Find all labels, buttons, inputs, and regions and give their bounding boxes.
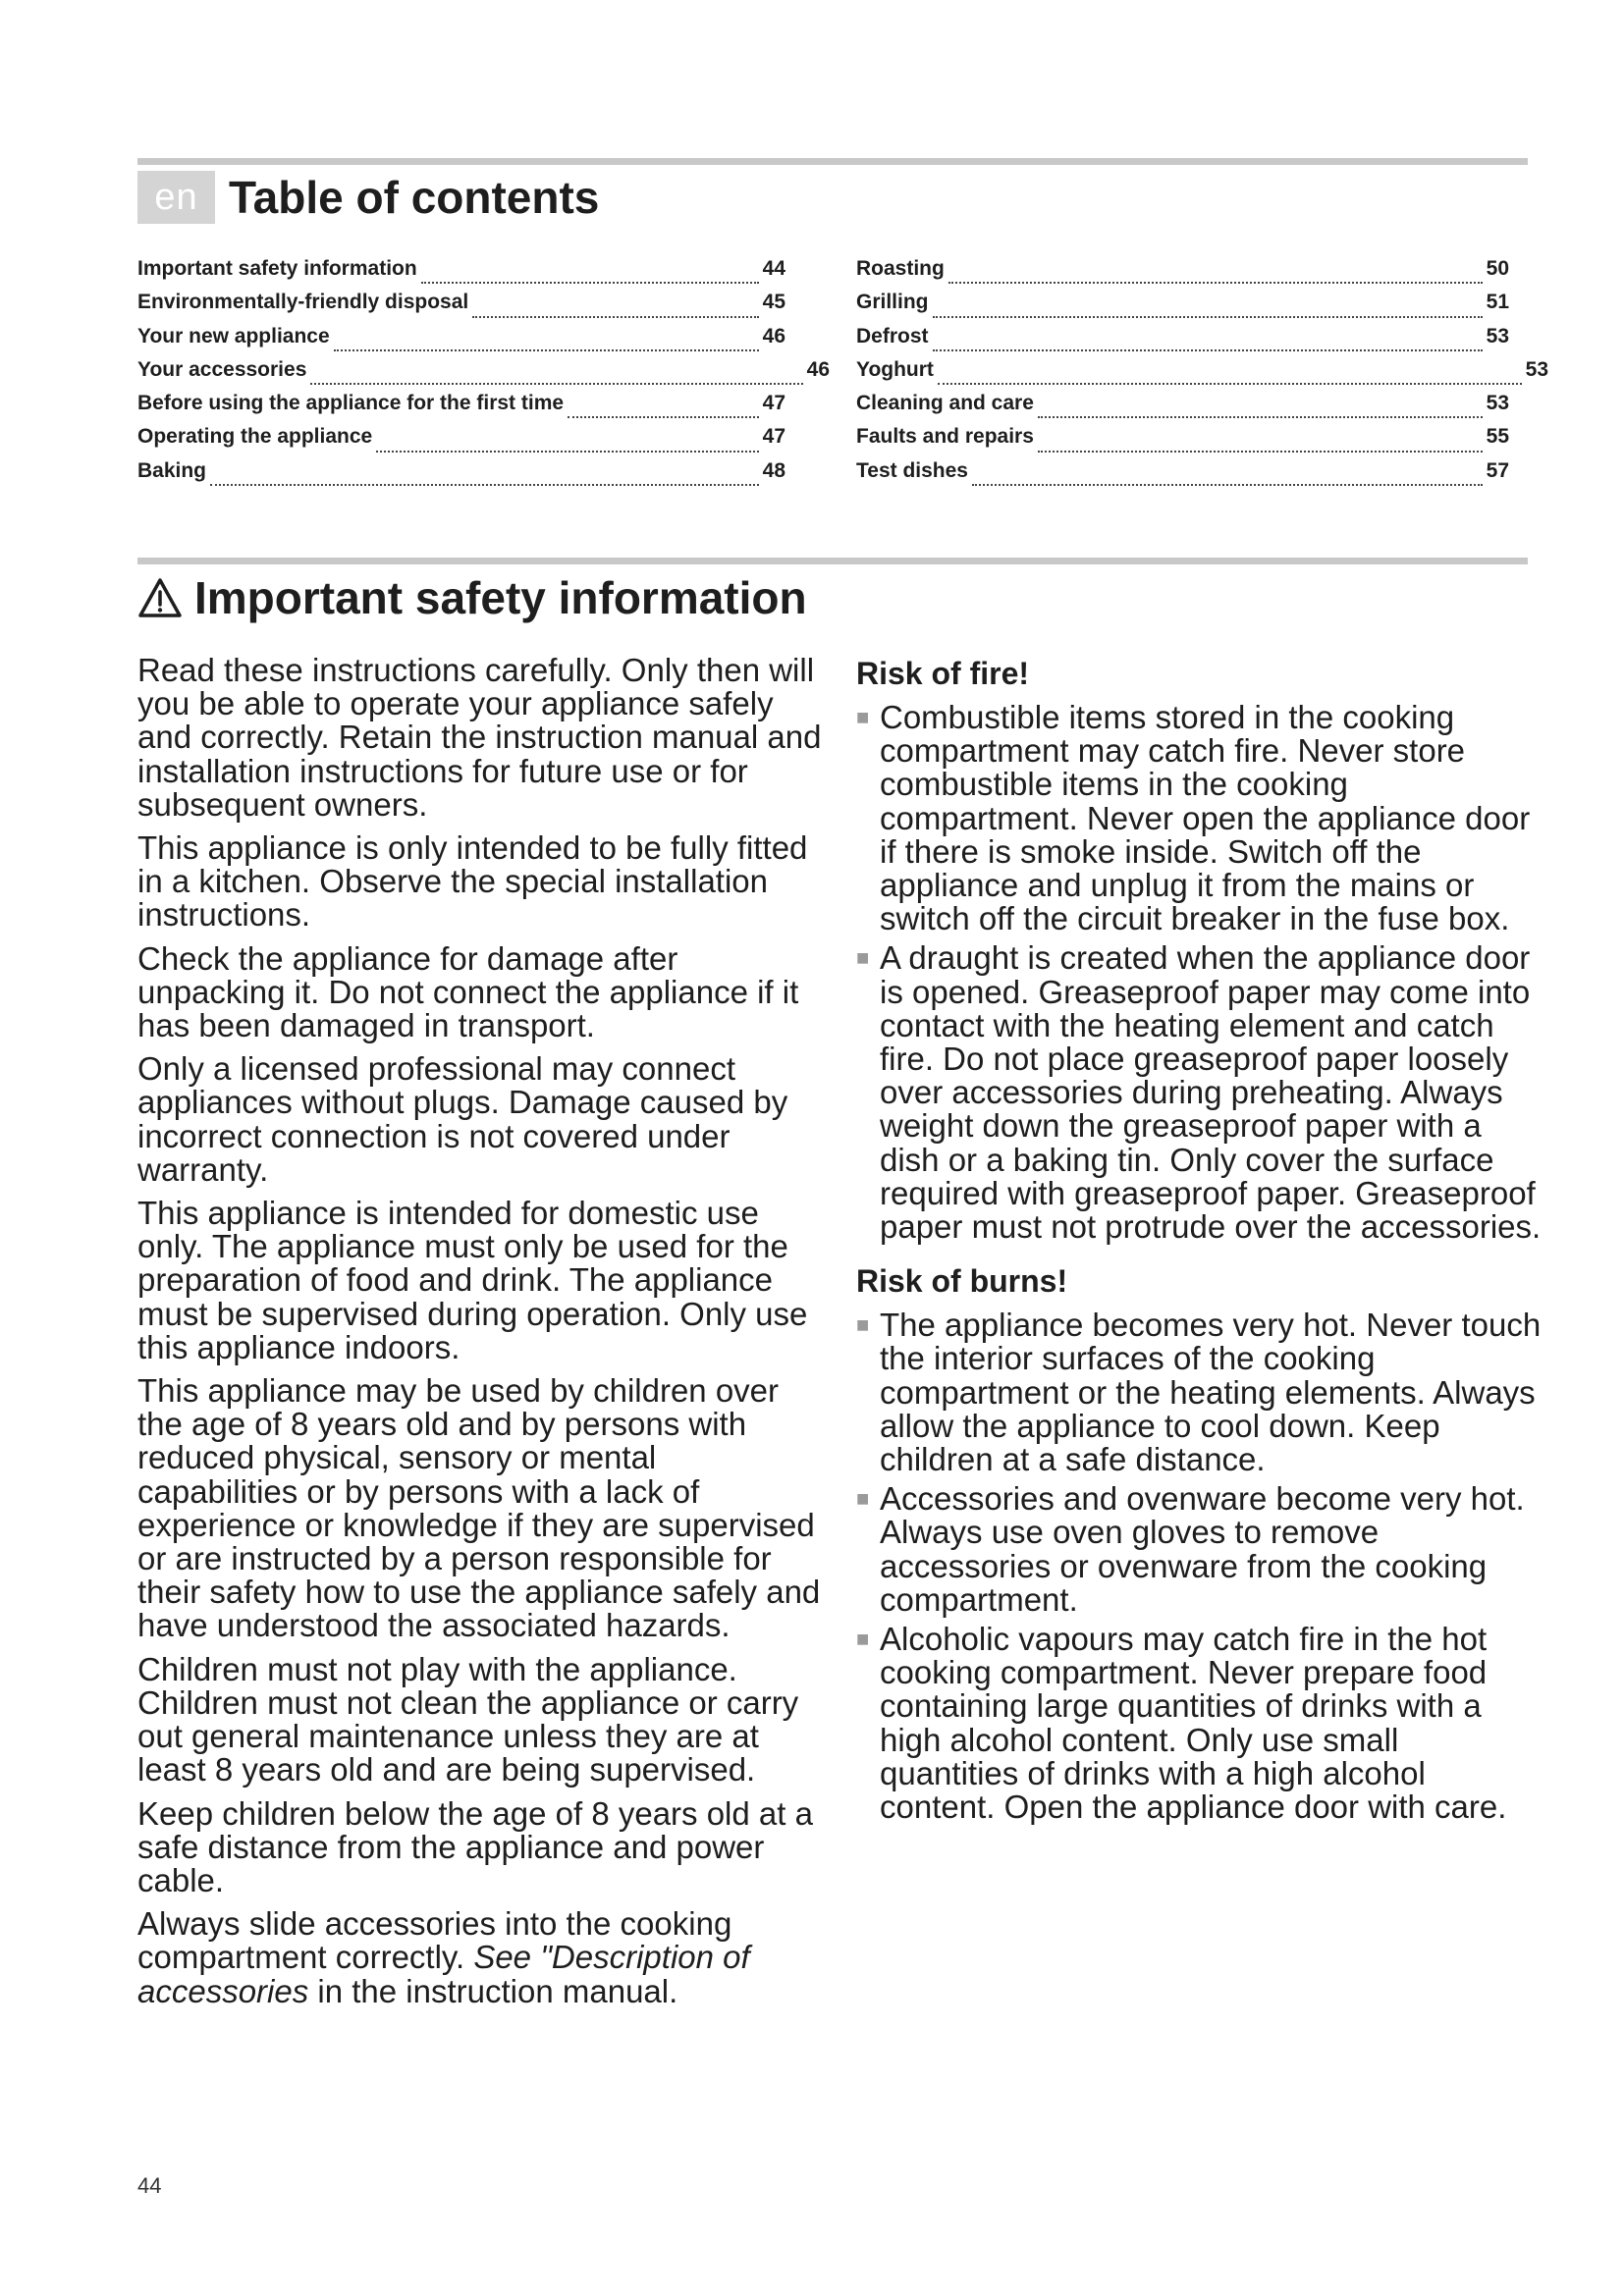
toc-entry[interactable] <box>856 392 1509 425</box>
toc-entry[interactable] <box>137 392 785 425</box>
list-item-text: The appliance becomes very hot. Never touch the interior surfaces of the cooking compartment or the heating elements. Always allow the appliance to cool down. Keep children at a safe distance. <box>880 1307 1542 1478</box>
toc-leader-dots <box>933 316 1483 318</box>
warning-triangle-icon <box>137 577 183 618</box>
list-item-text: A draught is created when the appliance door is opened. Greaseproof paper may come into contact with the heating element and catch fire. Do not place greaseproof paper loosely over accessories during preheating. Always weight down the greaseproof paper with a dish or a baking tin. Only cover the surface required with greaseproof paper. Greaseproof paper must not protrude over the accessories. <box>880 939 1542 1246</box>
list-item <box>856 1623 1543 1824</box>
toc-right-column <box>856 257 1548 493</box>
toc-entry-label: Faults and repairs <box>856 425 1034 449</box>
toc-leader-dots <box>948 282 1483 284</box>
safety-left-column <box>137 654 825 2018</box>
toc-leader-dots <box>1038 451 1483 453</box>
toc-left-column <box>137 257 830 493</box>
toc-entry-label: Your new appliance <box>137 324 330 347</box>
toc-entry-page: 53 <box>1525 357 1548 381</box>
toc-entry[interactable] <box>137 425 785 458</box>
toc-entry-page: 53 <box>1486 324 1509 347</box>
toc-leader-dots <box>1038 416 1483 418</box>
safety-paragraph: Children must not play with the appliance. Children must not clean the appliance or carry out general maintenance unless they are at least 8 years old and are being supervised. <box>137 1650 799 1789</box>
toc-entry[interactable] <box>856 291 1509 324</box>
list-item <box>856 1308 1543 1476</box>
toc-entry-label: Test dishes <box>856 458 968 482</box>
toc-entry-page: 45 <box>762 291 785 314</box>
safety-header <box>137 567 807 628</box>
toc-entry-page: 55 <box>1486 425 1509 449</box>
safety-paragraph: This appliance may be used by children over the age of 8 years old and by persons with reduced physical, sensory or mental capabilities or by persons with a lack of experience or knowledge if they are supervised or are instructed by a person responsible for their safety how to use the appliance safely and have understood the associated hazards. <box>137 1372 821 1644</box>
language-badge: en <box>137 171 215 224</box>
toc-entry-label: Before using the appliance for the first time <box>137 392 565 415</box>
page-number: 44 <box>137 2173 162 2198</box>
toc-entry[interactable] <box>137 325 785 358</box>
list-item <box>856 1482 1543 1617</box>
toc-entry-page: 46 <box>806 357 830 381</box>
toc-entry-label: Grilling <box>856 291 929 314</box>
bullet-square-icon: ■ <box>856 705 870 729</box>
safety-paragraph: This appliance is only intended to be fully fitted in a kitchen. Observe the special installation instructions. <box>137 829 808 934</box>
safety-paragraph-accessories <box>137 1907 825 2008</box>
toc-leader-dots <box>472 316 758 318</box>
toc-entry-label: Roasting <box>856 257 945 280</box>
toc-leader-dots <box>210 484 759 486</box>
toc-title: Table of contents <box>229 172 600 223</box>
toc-entry-label: Important safety information <box>137 257 417 280</box>
toc-entry-page: 53 <box>1486 392 1509 415</box>
toc-entry-page: 47 <box>762 425 785 449</box>
risk-of-burns-heading: Risk of burns! <box>856 1263 1068 1300</box>
toc-entry[interactable] <box>856 358 1548 392</box>
safety-top-rule <box>137 558 1528 564</box>
toc-entry-page: 51 <box>1486 291 1509 314</box>
toc-leader-dots <box>376 451 758 453</box>
toc-leader-dots <box>933 349 1483 351</box>
toc-leader-dots <box>972 484 1483 486</box>
toc-leader-dots <box>310 383 802 385</box>
toc-entry-page: 57 <box>1486 458 1509 482</box>
safety-paragraph: This appliance is intended for domestic use only. The appliance must only be used for the preparation of food and drink. The appliance must be supervised during operation. Only use this appliance indoors. <box>137 1195 808 1365</box>
safety-paragraph: Check the appliance for damage after unpacking it. Do not connect the appliance if it has been damaged in transport. <box>137 939 799 1044</box>
toc-entry-page: 46 <box>762 324 785 347</box>
toc-entry[interactable] <box>856 257 1509 291</box>
list-item-text: Accessories and ovenware become very hot. Always use oven gloves to remove accessories or ovenware from the cooking compartment. <box>880 1480 1525 1618</box>
bullet-square-icon: ■ <box>856 1312 870 1338</box>
toc-header <box>137 170 599 225</box>
bullet-square-icon: ■ <box>856 945 870 971</box>
toc-entry[interactable] <box>856 459 1509 493</box>
safety-paragraph: Read these instructions carefully. Only then will you be able to operate your appliance safely and correctly. Retain the instruction manual and installation instructions for future use or for subsequent owners. <box>137 652 822 823</box>
toc-entry-page: 47 <box>762 392 785 415</box>
toc-entry-page: 50 <box>1486 257 1509 280</box>
toc-entry-page: 48 <box>762 458 785 482</box>
safety-right-column <box>856 654 1543 1830</box>
toc-entry[interactable] <box>137 291 785 324</box>
toc-entry[interactable] <box>137 459 785 493</box>
toc-entry[interactable] <box>137 358 830 392</box>
list-item <box>856 701 1543 935</box>
toc-leader-dots <box>938 383 1522 385</box>
list-item <box>856 941 1543 1244</box>
paragraph-text: in the instruction manual. <box>308 1972 678 2009</box>
toc-top-rule <box>137 158 1528 165</box>
bullet-square-icon: ■ <box>856 1627 870 1652</box>
toc-leader-dots <box>568 416 759 418</box>
toc-entry-label: Your accessories <box>137 357 307 381</box>
risk-of-fire-heading: Risk of fire! <box>856 656 1030 691</box>
safety-paragraph: Keep children below the age of 8 years old at a safe distance from the appliance and power cable. <box>137 1794 813 1898</box>
toc-entry-page: 44 <box>762 257 785 280</box>
paragraph-text: Always slide accessories into the cooking compartment correctly. <box>137 1905 732 1976</box>
toc-entry-label: Cleaning and care <box>856 392 1034 415</box>
list-item-text: Combustible items stored in the cooking compartment may catch fire. Never store combustible items in the cooking compartment. Never open the appliance door if there is smoke inside. Switch off the appliance and unplug it from the mains or switch off the circuit breaker in the fuse box. <box>880 699 1531 937</box>
toc-entry[interactable] <box>856 425 1509 458</box>
cross-reference[interactable]: See "Description of accessories <box>137 1939 750 2009</box>
toc-entry-label: Yoghurt <box>856 357 934 381</box>
safety-paragraph: Only a licensed professional may connect appliances without plugs. Damage caused by incorrect connection is not covered under warranty. <box>137 1050 788 1188</box>
toc-entry-label: Baking <box>137 458 207 482</box>
toc-entry-label: Defrost <box>856 324 929 347</box>
toc-leader-dots <box>334 349 759 351</box>
toc-entry-label: Operating the appliance <box>137 425 373 449</box>
toc-leader-dots <box>421 282 759 284</box>
toc-entry[interactable] <box>137 257 785 291</box>
safety-title: Important safety information <box>194 572 807 623</box>
toc-entry-label: Environmentally-friendly disposal <box>137 291 469 314</box>
toc-entry[interactable] <box>856 325 1509 358</box>
bullet-square-icon: ■ <box>856 1486 870 1512</box>
list-item-text: Alcoholic vapours may catch fire in the hot cooking compartment. Never prepare food containing large quantities of drinks with a high alcohol content. Only use small quantities of drinks with a high alcohol content. Open the appliance door with care. <box>880 1621 1507 1826</box>
